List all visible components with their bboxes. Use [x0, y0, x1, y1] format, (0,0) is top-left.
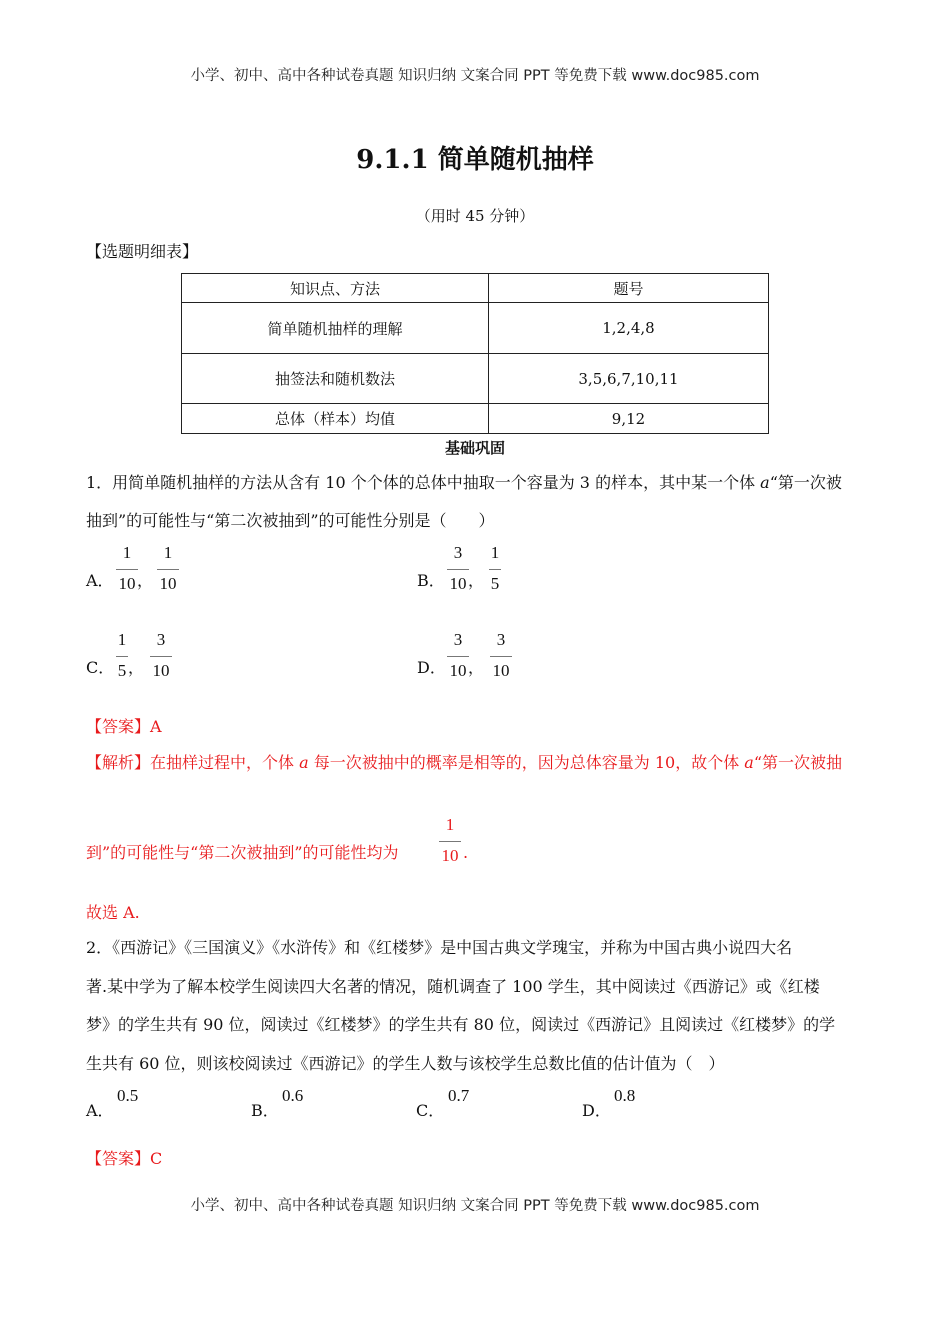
analysis-fraction: 1 10 — [439, 815, 461, 866]
fraction: 3 10 — [447, 630, 469, 681]
period: . — [463, 843, 469, 862]
q2-option-b-label: B． — [251, 1101, 279, 1120]
subtitle: （用时 45 分钟） — [415, 207, 535, 225]
fraction: 3 10 — [150, 630, 172, 681]
fraction: 3 10 — [490, 630, 512, 681]
q2-option-c-value: 0.7 — [448, 1086, 470, 1105]
table-label: 【选题明细表】 — [86, 242, 199, 261]
q2-option-a-value: 0.5 — [117, 1086, 139, 1105]
fraction: 1 10 — [157, 543, 179, 594]
page-footer: 小学、初中、高中各种试卷真题 知识归纳 文案合同 PPT 等免费下载 www.doc985.com — [190, 1198, 760, 1214]
q2-option-c-label: C． — [416, 1101, 445, 1120]
q1-line1 — [86, 473, 842, 493]
separator: ， — [128, 658, 145, 677]
q2-option-d-label: D． — [582, 1101, 611, 1120]
fraction: 1 10 — [116, 543, 138, 594]
q1-answer: 【答案】A — [86, 717, 162, 736]
table-cell: 1,2,4,8 — [489, 303, 769, 354]
q1-conclusion: 故选 A. — [86, 903, 140, 922]
q2-line: 著.某中学为了解本校学生阅读四大名著的情况，随机调查了 100 学生，其中阅读过《西游记》或《红楼 — [86, 977, 820, 996]
table-header-row — [182, 274, 769, 303]
fraction: 3 10 — [447, 543, 469, 594]
header-cell: 知识点、方法 — [182, 274, 489, 303]
table-row — [182, 303, 769, 354]
q2-answer: 【答案】C — [86, 1149, 163, 1168]
page-header: 小学、初中、高中各种试卷真题 知识归纳 文案合同 PPT 等免费下载 www.doc985.com — [190, 68, 760, 84]
fraction: 1 5 — [490, 543, 500, 593]
q2-option-a-label: A． — [86, 1101, 114, 1120]
table-row — [182, 354, 769, 404]
q2-line: 2．《西游记》《三国演义》《水浒传》和《红楼梦》是中国古典文学瑰宝，并称为中国古典小说四大名 — [86, 938, 793, 957]
q1-analysis-line2: 到”的可能性与“第二次被抽到”的可能性均为 — [86, 843, 399, 862]
option-c-label: C． — [86, 658, 115, 677]
separator: ， — [468, 658, 485, 677]
q1-line2: 抽到”的可能性与“第二次被抽到”的可能性分别是（ ） — [86, 511, 495, 530]
option-a-label: A． — [86, 571, 114, 590]
q2-option-d-value: 0.8 — [614, 1086, 636, 1105]
q2-line: 梦》的学生共有 90 位，阅读过《红楼梦》的学生共有 80 位，阅读过《西游记》且阅读过《红楼梦》的学 — [86, 1015, 836, 1034]
q2-line: 生共有 60 位，则该校阅读过《西游记》的学生人数与该校学生总数比值的估计值为（ ） — [86, 1054, 725, 1073]
text: 1．用简单随机抽样的方法从含有 10 个个体的总体中抽取一个容量为 3 的样本，其中某一个体 — [86, 473, 761, 492]
option-d-label: D． — [417, 658, 446, 677]
table-cell: 简单随机抽样的理解 — [182, 303, 489, 354]
fraction: 1 5 — [117, 630, 127, 680]
page-title: 9.1.1 简单随机抽样 — [356, 145, 594, 175]
variable: a — [760, 473, 770, 492]
separator: ， — [468, 571, 485, 590]
table-cell: 9,12 — [489, 404, 769, 434]
table-cell: 抽签法和随机数法 — [182, 354, 489, 404]
topic-table — [181, 273, 769, 434]
option-b-label: B． — [417, 571, 445, 590]
section-heading: 基础巩固 — [444, 439, 505, 457]
table-row — [182, 404, 769, 434]
table-cell: 总体（样本）均值 — [182, 404, 489, 434]
table-cell: 3,5,6,7,10,11 — [489, 354, 769, 404]
q2-option-b-value: 0.6 — [282, 1086, 304, 1105]
text: “第一次被 — [769, 473, 842, 492]
q1-analysis-line1: 【解析】在抽样过程中，个体 a 每一次被抽中的概率是相等的，因为总体容量为 10，故个体 a“第一次被抽 — [86, 753, 843, 772]
separator: ， — [137, 571, 154, 590]
header-cell: 题号 — [489, 274, 769, 303]
